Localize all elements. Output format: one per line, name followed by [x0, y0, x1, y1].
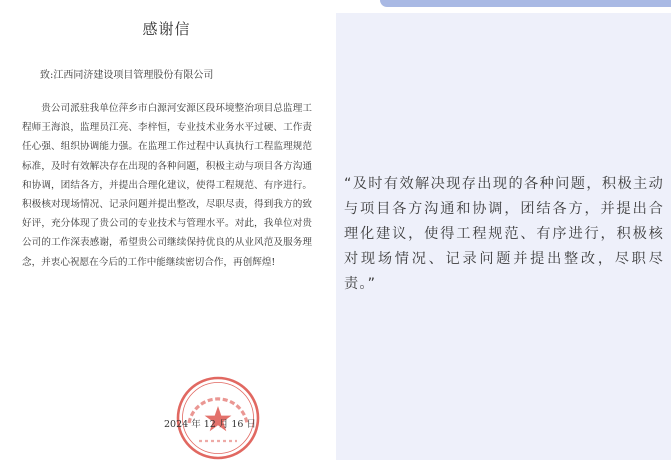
quote-text: “及时有效解决现存出现的各种问题，积极主动与项目各方沟通和协调，团结各方，并提出合理化建议，使得工程规范、有序进行，积极核对现场情况、记录问题并提出整改，尽职尽责。” [344, 176, 664, 292]
thank-you-letter [0, 0, 333, 460]
letter-recipient: 致:江西同济建设项目管理股份有限公司 [40, 70, 214, 81]
letter-date: 2024 年 12 月 16 日 [164, 419, 256, 430]
letter-body: 贵公司派驻我单位萍乡市白源河安源区段环境整治项目总监理工程师王海浪，监理员江亮、李梓恒，专业技术业务水平过硬、工作责任心强、组织协调能力强。在监理工作过程中认真执行工程监理规范标准，及时有效解决存在出现的各种问题，积极主动与项目各方沟通和协调，团结各方，并提出合理化建议，使得工程规范、有序进行。积极核对现场情况、记录问题并提出整改，尽职尽责，得到我方的致好评，充分体现了贵公司的专业技术与管理水平。对此，我单位对贵公司的工作深表感谢，希望贵公司继续保持优良的从业风范及服务理念，并衷心祝愿在今后的工作中能继续密切合作，再创辉煌! [22, 103, 312, 268]
top-accent-bar [380, 0, 671, 7]
letter-title: 感谢信 [142, 20, 191, 38]
